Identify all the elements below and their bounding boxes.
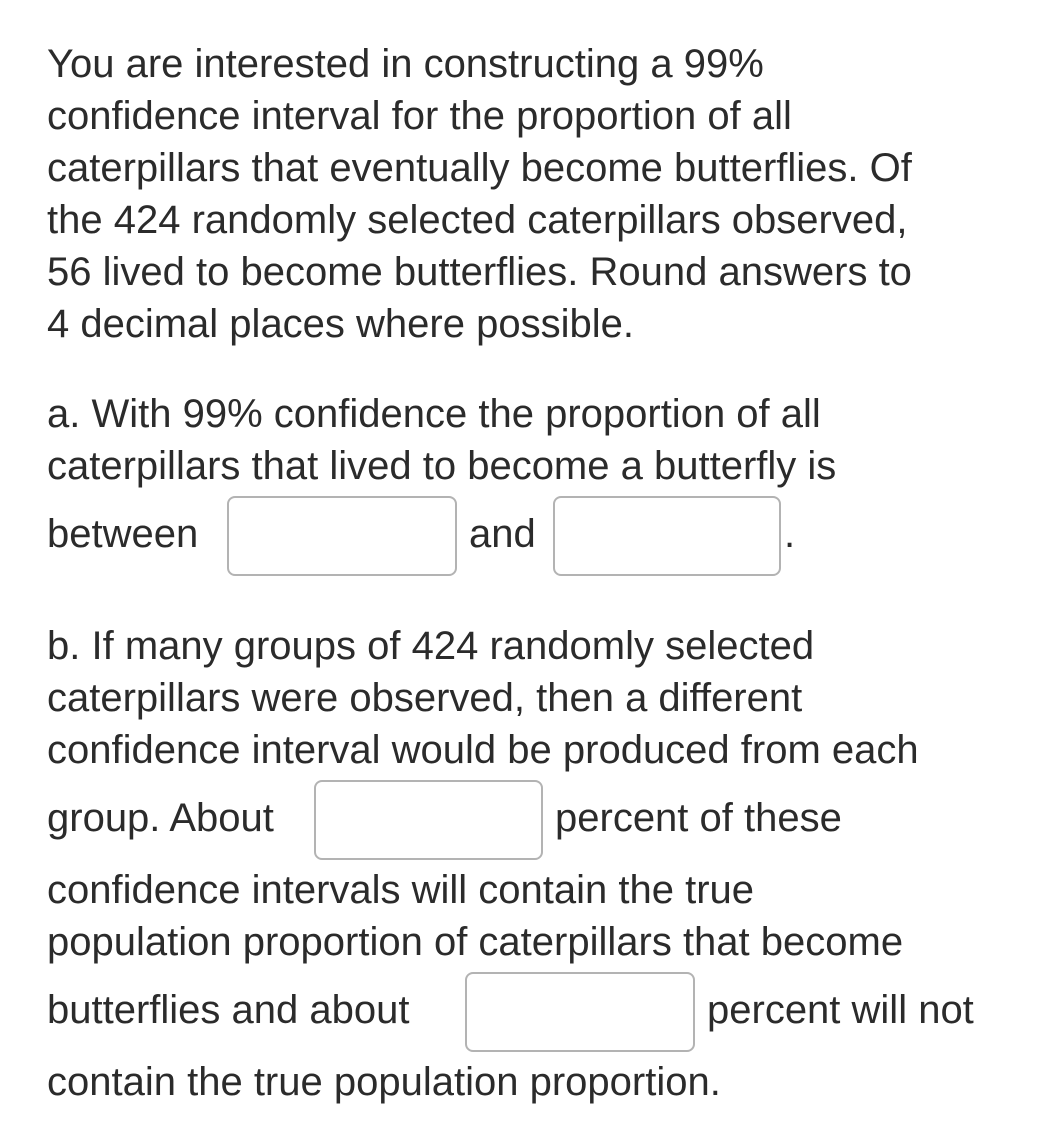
part-b-line: confidence intervals will contain the true [47,868,755,912]
intro-line: confidence interval for the proportion of all [47,94,792,138]
contain-percent-input[interactable] [314,780,543,860]
part-a-line: caterpillars that lived to become a butterfly is [47,444,837,488]
part-a-line: a. With 99% confidence the proportion of all [47,392,821,436]
part-b-line: b. If many groups of 424 randomly selected [47,624,815,668]
lower-bound-input[interactable] [227,496,457,576]
between-label: between [47,512,199,556]
part-b-line: population proportion of caterpillars that become [47,920,904,964]
intro-line: You are interested in constructing a 99% [47,42,764,86]
part-b-line: confidence interval would be produced from each [47,728,919,772]
intro-line: the 424 randomly selected caterpillars observed, [47,198,908,242]
percent-will-not-label: percent will not [707,988,974,1032]
butterflies-about-label: butterflies and about [47,988,410,1032]
upper-bound-input[interactable] [553,496,781,576]
group-about-label: group. About [47,796,274,840]
intro-line: caterpillars that eventually become butterflies. Of [47,146,912,190]
final-line: contain the true population proportion. [47,1060,721,1104]
intro-line: 4 decimal places where possible. [47,302,634,346]
and-label: and [469,512,536,556]
period-label: . [784,512,796,556]
intro-line: 56 lived to become butterflies. Round answers to [47,250,912,294]
percent-of-these-label: percent of these [555,796,842,840]
part-b-line: caterpillars were observed, then a different [47,676,803,720]
not-contain-percent-input[interactable] [465,972,695,1052]
